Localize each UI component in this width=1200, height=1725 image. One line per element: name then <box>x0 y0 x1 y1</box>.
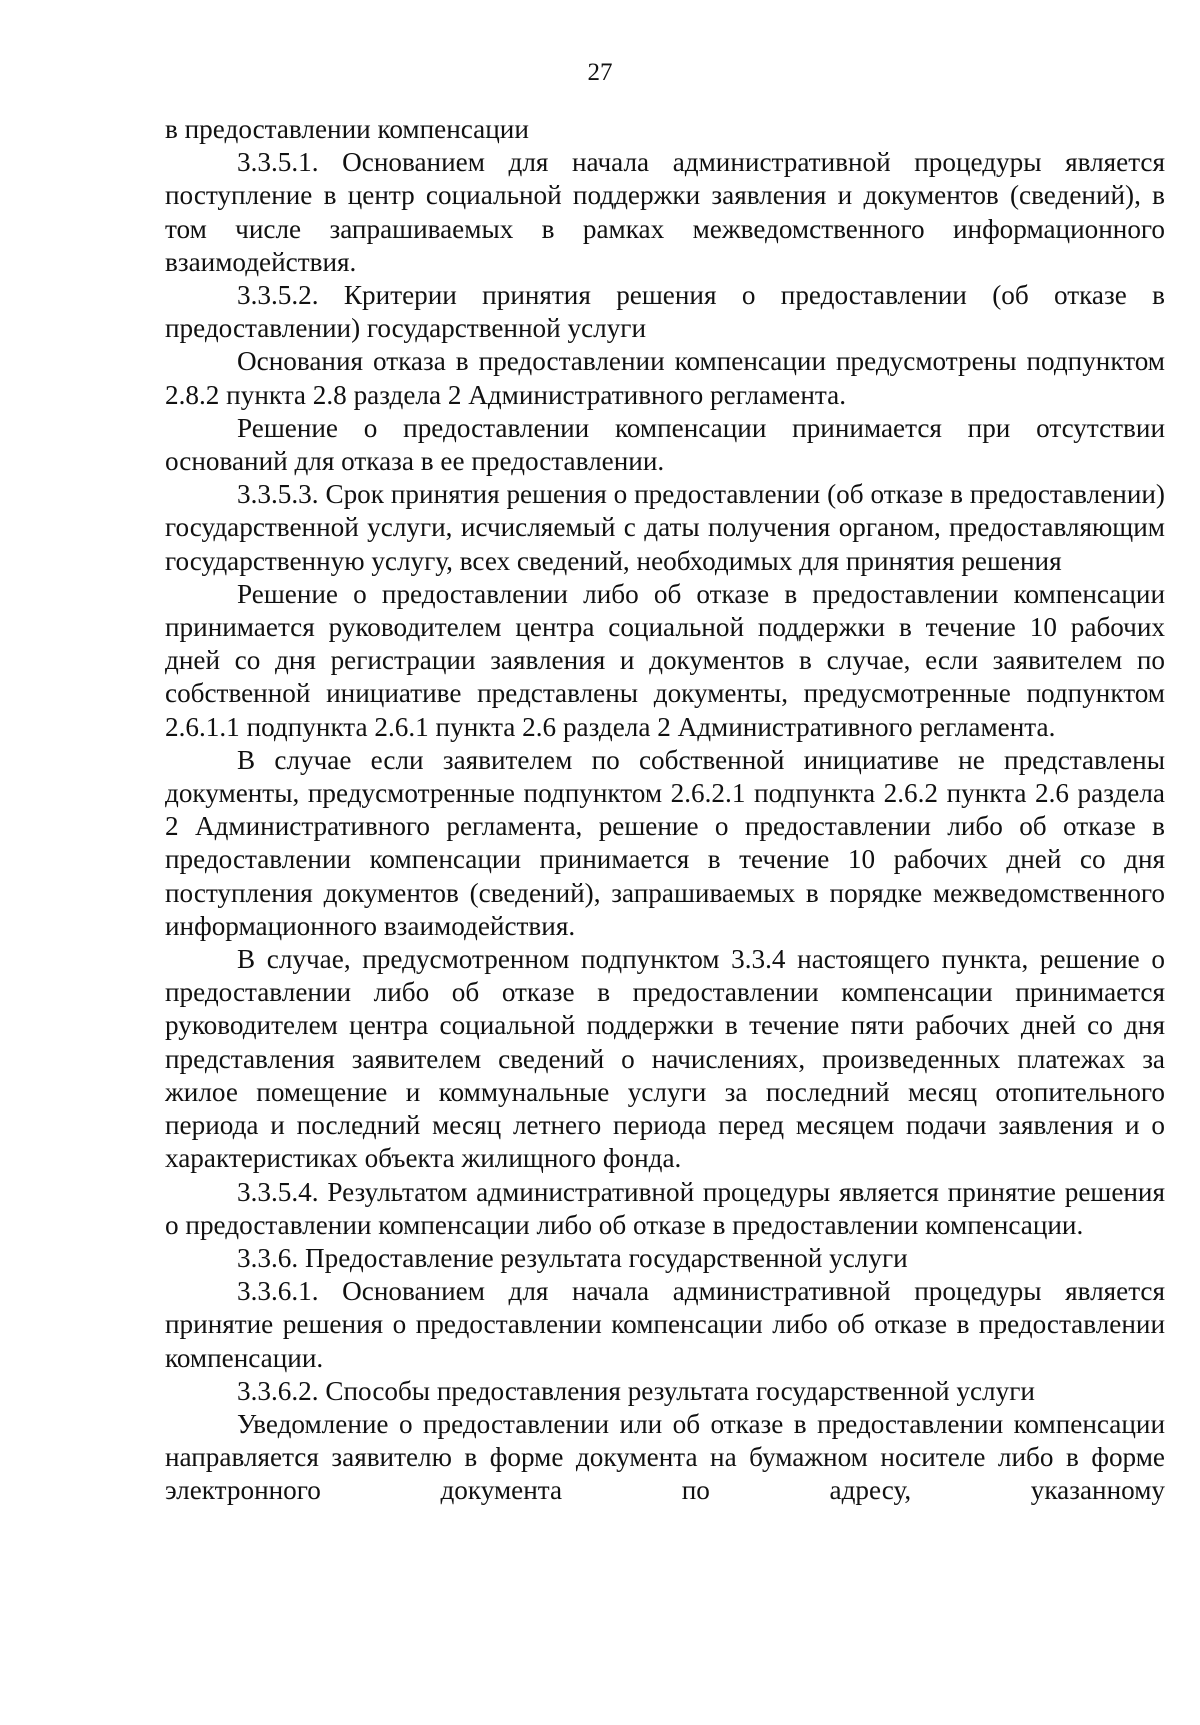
page-number: 27 <box>587 59 613 86</box>
paragraph-3-3-6-1: 3.3.6.1. Основанием для начала административной процедуры является принятие решения о предоставлении компенсации либо об отказе в предоставлении компенсации. <box>165 1276 1165 1373</box>
document-body <box>165 113 1165 1508</box>
paragraph-decision-absence: Решение о предоставлении компенсации принимается при отсутствии оснований для отказа в ее предоставлении. <box>165 412 1165 477</box>
paragraph-3-3-5-2: 3.3.5.2. Критерии принятия решения о предоставлении (об отказе в предоставлении) государственной услуги <box>165 280 1165 344</box>
paragraph-interagency-case: В случае если заявителем по собственной инициативе не представлены документы, предусмотренные подпунктом 2.6.2.1 подпункта 2.6.2 пункта 2.6 раздела 2 Административного регламента, решение о предоставлении либо об отказе в предоставлении компенсации принимается в течение 10 рабочих дней со дня поступления документов (сведений), запрашиваемых в порядке межведомственного информационного взаимодействия. <box>165 744 1165 941</box>
paragraph-3-3-4-case: В случае, предусмотренном подпунктом 3.3.4 настоящего пункта, решение о предоставлении либо об отказе в предоставлении компенсации принимается руководителем центра социальной поддержки в течение пяти рабочих дней со дня представления заявителем сведений о начислениях, произведенных платежах за жилое помещение и коммунальные услуги за последний месяц отопительного периода и последний месяц летнего периода перед месяцем подачи заявления и о характеристиках объекта жилищного фонда. <box>165 944 1165 1174</box>
paragraph-3-3-6: 3.3.6. Предоставление результата государственной услуги <box>237 1242 908 1273</box>
paragraph-notification: Уведомление о предоставлении или об отказе в предоставлении компенсации направляется заявителю в форме документа на бумажном носителе либо в форме электронного документа по адресу, указанному <box>165 1408 1165 1506</box>
paragraph-3-3-5-4: 3.3.5.4. Результатом административной процедуры является принятие решения о предоставлении компенсации либо об отказе в предоставлении компенсации. <box>165 1176 1165 1240</box>
paragraph-decision-10-days: Решение о предоставлении либо об отказе в предоставлении компенсации принимается руководителем центра социальной поддержки в течение 10 рабочих дней со дня регистрации заявления и документов в случае, если заявителем по собственной инициативе представлены документы, предусмотренные подпунктом 2.6.1.1 подпункта 2.6.1 пункта 2.6 раздела 2 Административного регламента. <box>165 578 1165 742</box>
paragraph-3-3-5-1: 3.3.5.1. Основанием для начала административной процедуры является поступление в центр социальной поддержки заявления и документов (сведений), в том числе запрашиваемых в рамках межведомственного информационного взаимодействия. <box>165 147 1165 277</box>
paragraph-3-3-5-3: 3.3.5.3. Срок принятия решения о предоставлении (об отказе в предоставлении) государственной услуги, исчисляемый с даты получения органом, предоставляющим государственную услугу, всех сведений, необходимых для принятия решения <box>165 479 1165 576</box>
paragraph-3-3-6-2: 3.3.6.2. Способы предоставления результата государственной услуги <box>237 1375 1035 1406</box>
paragraph-refusal-grounds: Основания отказа в предоставлении компенсации предусмотрены подпунктом 2.8.2 пункта 2.8 раздела 2 Административного регламента. <box>165 346 1165 410</box>
paragraph-continuation: в предоставлении компенсации <box>165 114 529 144</box>
